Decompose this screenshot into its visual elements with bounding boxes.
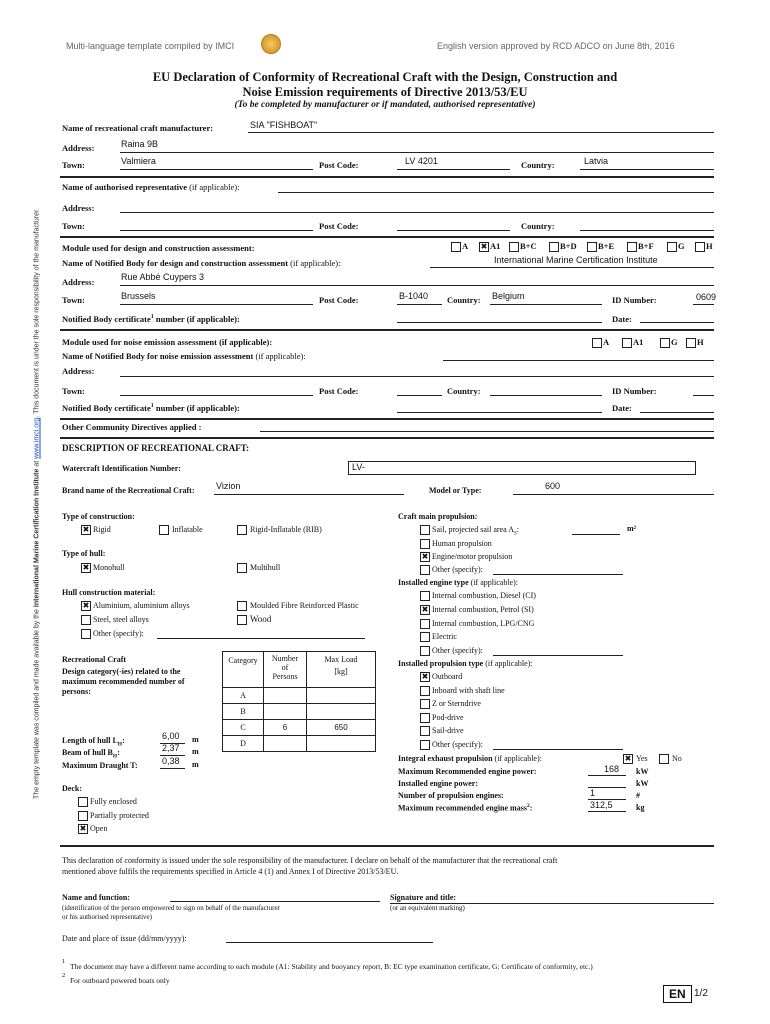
- noise-module-a-checkbox[interactable]: [592, 338, 602, 348]
- load-header: Max Load [kg]: [307, 652, 376, 688]
- footnote-2-text: For outboard powered boats only: [70, 976, 170, 985]
- manufacturer-label: Name of recreational craft manufacturer:: [62, 123, 214, 133]
- petrol-label: Internal combustion, Petrol (SI): [432, 605, 534, 614]
- design-module-a1-label: A1: [490, 241, 501, 251]
- length-unit: m: [192, 735, 199, 744]
- engine-other-label: Other (specify):: [432, 646, 483, 655]
- design-module-b-c-checkbox[interactable]: [509, 242, 519, 252]
- pod-drive-label: Pod-drive: [432, 713, 464, 722]
- engine-count-label: Number of propulsion engines:: [398, 791, 504, 800]
- steel-checkbox[interactable]: [81, 615, 91, 625]
- authorised-town-label: Town:: [62, 221, 85, 231]
- manufacturer-country-label: Country:: [521, 160, 555, 170]
- beam-label: Beam of hull $B_H$:: [62, 748, 120, 760]
- prop-type-label: Installed propulsion type (if applicable):: [398, 659, 533, 668]
- installed-power-unit: kW: [636, 779, 649, 788]
- load-b[interactable]: [307, 704, 376, 720]
- noise-module-h-checkbox[interactable]: [686, 338, 696, 348]
- frp-label: Moulded Fibre Reinforced Plastic: [250, 601, 359, 610]
- design-country[interactable]: Belgium: [492, 291, 525, 301]
- header-left: Multi-language template compiled by IMCI: [66, 41, 235, 51]
- persons-a[interactable]: [264, 688, 307, 704]
- inflatable-checkbox[interactable]: [159, 525, 169, 535]
- engine-mass-value[interactable]: 312,5: [590, 800, 613, 810]
- wood-checkbox[interactable]: [237, 615, 247, 625]
- deck-open-label: Open: [90, 824, 108, 833]
- design-module-a1-checkbox[interactable]: ✖: [480, 242, 488, 251]
- draught-unit: m: [192, 760, 199, 769]
- exhaust-yes-checkbox[interactable]: ✖: [624, 754, 632, 763]
- electric-label: Electric: [432, 632, 457, 641]
- sail-drive-checkbox[interactable]: [420, 726, 430, 736]
- multihull-checkbox[interactable]: [237, 563, 247, 573]
- imci-logo-icon: [261, 34, 281, 54]
- model-value[interactable]: 600: [545, 481, 561, 491]
- inboard-checkbox[interactable]: [420, 686, 430, 696]
- engine-label: Engine/motor propulsion: [432, 552, 513, 561]
- rigid-checkbox[interactable]: ✖: [82, 525, 90, 534]
- design-module-b-e-checkbox[interactable]: [587, 242, 597, 252]
- noise-town-label: Town:: [62, 386, 85, 396]
- beam-unit: m: [192, 747, 199, 756]
- manufacturer-address-label: Address:: [62, 143, 95, 153]
- noise-module-a-label: A: [603, 337, 610, 347]
- authorised-country-label: Country:: [521, 221, 555, 231]
- material-other-label: Other (specify):: [93, 629, 144, 638]
- noise-address-label: Address:: [62, 366, 95, 376]
- electric-checkbox[interactable]: [420, 632, 430, 642]
- outboard-checkbox[interactable]: ✖: [421, 672, 429, 681]
- design-nb-label: Name of Notified Body for design and construction assessment (if applicable):: [62, 258, 341, 268]
- lpg-checkbox[interactable]: [420, 619, 430, 629]
- design-post[interactable]: B-1040: [399, 291, 429, 301]
- max-power-label: Maximum Recommended engine power:: [398, 767, 537, 776]
- design-address[interactable]: Rue Abbé Cuypers 3: [121, 272, 205, 282]
- propulsion-other-label: Other (specify):: [432, 565, 483, 574]
- category-table: [222, 651, 376, 752]
- name-function-label: Name and function:: [62, 893, 131, 902]
- design-town-label: Town:: [62, 295, 85, 305]
- design-town[interactable]: Brussels: [121, 291, 156, 301]
- outboard-label: Outboard: [432, 672, 463, 681]
- inflatable-label: Inflatable: [172, 525, 203, 534]
- aluminium-checkbox[interactable]: ✖: [82, 601, 90, 610]
- footnote-1-text: The document may have a different name according to each module (A1: Stability and buoyancy report, B: EC type examination certificate, G: Certificate of conformity, etc.): [70, 962, 593, 971]
- rib-label: Rigid-Inflatable (RIB): [250, 525, 322, 534]
- authorised-label: Name of authorised representative (if applicable):: [62, 182, 240, 192]
- sail-checkbox[interactable]: [420, 525, 430, 535]
- noise-module-g-checkbox[interactable]: [660, 338, 670, 348]
- title-line-1: EU Declaration of Conformity of Recreational Craft with the Design, Construction and: [152, 70, 618, 84]
- title-line-2: Noise Emission requirements of Directive 2013/53/EU: [242, 85, 528, 99]
- diesel-checkbox[interactable]: [420, 591, 430, 601]
- exhaust-no-checkbox[interactable]: [659, 754, 669, 764]
- noise-nb-label: Name of Notified Body for noise emission assessment (if applicable):: [62, 351, 306, 361]
- engine-count-value[interactable]: 1: [590, 788, 596, 798]
- page-number: 1/2: [694, 988, 708, 999]
- wid-label: Watercraft Identification Number:: [62, 464, 181, 473]
- engine-checkbox[interactable]: ✖: [421, 552, 429, 561]
- manufacturer-country[interactable]: Latvia: [584, 156, 609, 166]
- length-label: Length of hull $L_H$:: [62, 736, 125, 748]
- category-c: C: [223, 720, 264, 736]
- engine-other-checkbox[interactable]: [420, 646, 430, 656]
- sail-unit: m²: [627, 524, 637, 533]
- design-cert-label: Notified Body certificate$^1$ number (if applicable):: [62, 314, 240, 324]
- installed-power-label: Installed engine power:: [398, 779, 478, 788]
- design-id-label: ID Number:: [612, 295, 657, 305]
- engine-mass-label: Maximum recommended engine mass$^2$:: [398, 803, 533, 813]
- exhaust-no-label: No: [672, 754, 682, 763]
- category-label-1: Recreational Craft: [62, 655, 127, 664]
- pod-drive-checkbox[interactable]: [420, 713, 430, 723]
- load-a[interactable]: [307, 688, 376, 704]
- wid-field[interactable]: LV-: [348, 461, 696, 475]
- aluminium-label: Aluminium, aluminium alloys: [93, 601, 190, 610]
- name-function-note-2: or his authorised representative): [62, 913, 152, 921]
- deck-partial-label: Partially protected: [90, 811, 149, 820]
- sail-label: Sail, projected sail area $A_S$:: [432, 525, 519, 537]
- category-b: B: [223, 704, 264, 720]
- deck-label: Deck:: [62, 784, 82, 793]
- noise-date-label: Date:: [612, 403, 632, 413]
- monohull-label: Monohull: [93, 563, 125, 572]
- material-label: Hull construction material:: [62, 588, 156, 597]
- rib-checkbox[interactable]: [237, 525, 247, 535]
- design-id[interactable]: 0609: [696, 292, 717, 302]
- name-function-note-1: (identification of the person empowered to sign on behalf of the manufacturer: [62, 904, 280, 912]
- deck-partial-checkbox[interactable]: [78, 811, 88, 821]
- manufacturer-name[interactable]: SIA "FISHBOAT": [250, 120, 318, 130]
- manufacturer-address[interactable]: Raina 9B: [121, 139, 159, 149]
- deck-open-checkbox[interactable]: ✖: [79, 824, 87, 833]
- engine-type-label: Installed engine type (if applicable):: [398, 578, 518, 587]
- draught-value[interactable]: 0,38: [162, 756, 180, 766]
- manufacturer-town-label: Town:: [62, 160, 85, 170]
- date-place-label: Date and place of issue (dd/mm/yyyy):: [62, 934, 187, 943]
- design-module-g-checkbox[interactable]: [667, 242, 677, 252]
- design-module-b-c-label: B+C: [520, 241, 537, 251]
- imci-link[interactable]: www.imci.org: [33, 417, 41, 459]
- propulsion-other-checkbox[interactable]: [420, 565, 430, 575]
- wood-label: Wood: [250, 614, 272, 624]
- description-heading: DESCRIPTION OF RECREATIONAL CRAFT:: [62, 443, 250, 453]
- noise-module-g-label: G: [671, 337, 678, 347]
- brand-label: Brand name of the Recreational Craft:: [62, 486, 195, 495]
- rigid-label: Rigid: [93, 525, 111, 534]
- design-module-b-d-label: B+D: [560, 241, 577, 251]
- design-address-label: Address:: [62, 277, 95, 287]
- lpg-label: Internal combustion, LPG/CNG: [432, 619, 535, 628]
- draught-label: Maximum Draught T:: [62, 761, 138, 770]
- diesel-label: Internal combustion, Diesel (CI): [432, 591, 536, 600]
- category-a: A: [223, 688, 264, 704]
- design-module-b-f-checkbox[interactable]: [627, 242, 637, 252]
- design-module-h-checkbox[interactable]: [695, 242, 705, 252]
- propulsion-label: Craft main propulsion:: [398, 512, 478, 521]
- length-value[interactable]: 6,00: [162, 731, 180, 741]
- design-date-label: Date:: [612, 314, 632, 324]
- human-label: Human propulsion: [432, 539, 492, 548]
- monohull-checkbox[interactable]: ✖: [82, 563, 90, 572]
- steel-label: Steel, steel alloys: [93, 615, 149, 624]
- persons-b[interactable]: [264, 704, 307, 720]
- exhaust-yes-label: Yes: [636, 754, 648, 763]
- design-country-label: Country:: [447, 295, 481, 305]
- design-nb-name[interactable]: International Marine Certification Institute: [494, 255, 658, 265]
- design-module-a-checkbox[interactable]: [451, 242, 461, 252]
- design-module-a-label: A: [462, 241, 469, 251]
- design-module-b-d-checkbox[interactable]: [549, 242, 559, 252]
- language-badge: EN: [663, 985, 692, 1003]
- header-right: English version approved by RCD ADCO on June 8th, 2016: [437, 41, 675, 51]
- multihull-label: Multihull: [250, 563, 281, 572]
- manufacturer-post[interactable]: LV 4201: [405, 156, 438, 166]
- max-power-unit: kW: [636, 767, 649, 776]
- design-post-label: Post Code:: [319, 295, 359, 305]
- noise-cert-label: Notified Body certificate$^1$ number (if applicable):: [62, 403, 240, 413]
- max-power-value[interactable]: 168: [604, 764, 620, 774]
- sail-drive-label: Sail-drive: [432, 726, 464, 735]
- sterndrive-checkbox[interactable]: [420, 699, 430, 709]
- authorised-post-label: Post Code:: [319, 221, 359, 231]
- category-label-4: persons:: [62, 687, 91, 696]
- petrol-checkbox[interactable]: ✖: [421, 605, 429, 614]
- persons-d[interactable]: [264, 736, 307, 752]
- design-module-g-label: G: [678, 241, 685, 251]
- design-module-b-f-label: B+F: [638, 241, 654, 251]
- signature-note: (or an equivalent marking): [390, 904, 465, 912]
- other-directives-label: Other Community Directives applied :: [62, 422, 202, 432]
- noise-module-label: Module used for noise emission assessment (if applicable):: [62, 337, 273, 347]
- noise-module-h-label: H: [697, 337, 704, 347]
- noise-module-a1-label: A1: [633, 337, 644, 347]
- footnote-1-number: 1: [62, 958, 66, 965]
- authorised-address-label: Address:: [62, 203, 95, 213]
- design-module-label: Module used for design and construction assessment:: [62, 243, 255, 253]
- engine-count-unit: #: [636, 791, 640, 800]
- noise-id-label: ID Number:: [612, 386, 657, 396]
- declaration-line-2: mentioned above fulfils the requirements specified in Article 4 (1) and Annex I of Directive 2013/53/EU.: [62, 867, 399, 876]
- design-module-b-e-label: B+E: [598, 241, 615, 251]
- beam-value[interactable]: 2,37: [162, 743, 180, 753]
- prop-other-checkbox[interactable]: [420, 740, 430, 750]
- exhaust-label: Integral exhaust propulsion (if applicable):: [398, 754, 542, 763]
- material-other-checkbox[interactable]: [81, 629, 91, 639]
- load-d[interactable]: [307, 736, 376, 752]
- construction-label: Type of construction:: [62, 512, 135, 521]
- design-module-h-label: H: [706, 241, 713, 251]
- human-checkbox[interactable]: [420, 539, 430, 549]
- hull-label: Type of hull:: [62, 549, 106, 558]
- noise-country-label: Country:: [447, 386, 481, 396]
- load-c[interactable]: 650: [307, 720, 376, 736]
- noise-post-label: Post Code:: [319, 386, 359, 396]
- persons-header: Number of Persons: [264, 652, 307, 688]
- manufacturer-town[interactable]: Valmiera: [121, 156, 156, 166]
- category-d: D: [223, 736, 264, 752]
- deck-fully-label: Fully enclosed: [90, 797, 137, 806]
- category-header: Category: [223, 652, 264, 688]
- declaration-line-1: This declaration of conformity is issued under the sole responsibility of the manufacturer. I declare on behalf of the manufacturer that the recreational craft: [62, 856, 558, 865]
- brand-value[interactable]: Vizion: [216, 481, 241, 491]
- signature-label: Signature and title:: [390, 893, 457, 902]
- sterndrive-label: Z or Sterndrive: [432, 699, 481, 708]
- inboard-label: Inboard with shaft line: [432, 686, 505, 695]
- frp-checkbox[interactable]: [237, 601, 247, 611]
- category-label-2: Design category(-ies) related to the: [62, 667, 181, 676]
- subtitle: (To be completed by manufacturer or if mandated, authorised representative): [234, 100, 536, 110]
- prop-other-label: Other (specify):: [432, 740, 483, 749]
- footnote-2-number: 2: [62, 972, 66, 979]
- engine-mass-unit: kg: [636, 803, 645, 812]
- vertical-disclaimer: The empty template was compiled and made available by the International Marine Certification Institute at www.imci.org. This document is under the sole responsibility of the manufacturer.: [33, 208, 41, 799]
- noise-module-a1-checkbox[interactable]: [622, 338, 632, 348]
- persons-c[interactable]: 6: [264, 720, 307, 736]
- deck-fully-checkbox[interactable]: [78, 797, 88, 807]
- model-label: Model or Type:: [429, 486, 482, 495]
- category-label-3: maximum recommended number of: [62, 677, 185, 686]
- manufacturer-post-label: Post Code:: [319, 160, 359, 170]
